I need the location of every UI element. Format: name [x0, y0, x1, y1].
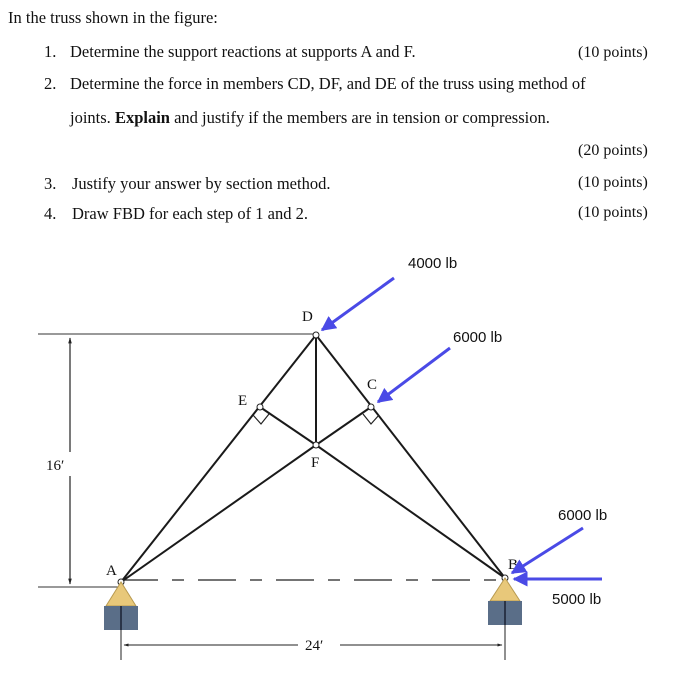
question-1-text: Determine the support reactions at supports A and F. [70, 42, 416, 61]
question-1-number: 1. [44, 42, 57, 61]
question-4-number: 4. [44, 204, 57, 223]
support-A [104, 582, 138, 630]
question-3-points: (10 points) [578, 174, 648, 191]
node-label-C: C [367, 377, 378, 393]
span-dimension-label: 24′ [305, 638, 324, 654]
joint-C [368, 404, 374, 410]
joint-F [313, 442, 319, 448]
support-A-triangle [106, 582, 136, 606]
load-arrow-D [322, 278, 394, 330]
question-2-points: (20 points) [578, 142, 648, 159]
right-angle-marker-C [363, 414, 379, 424]
member-AF [121, 445, 316, 582]
question-2-explain: Explain [114, 108, 170, 127]
question-2-number: 2. [44, 74, 57, 93]
question-2-text: Determine the force in members CD, DF, and DE of the truss using method of [70, 74, 586, 93]
intro-text: In the truss shown in the figure: [8, 8, 218, 27]
node-label-B: B [508, 557, 519, 573]
member-EF [260, 407, 316, 445]
member-AD [121, 335, 316, 582]
joint-E [257, 404, 263, 410]
question-4-points: (10 points) [578, 204, 648, 221]
node-label-F: F [311, 455, 320, 471]
question-2-joints: joints. [70, 108, 115, 127]
question-2-justify: and justify if the members are in tension or compression. [169, 108, 550, 127]
node-label-E: E [238, 393, 248, 409]
joint-D [313, 332, 319, 338]
height-dimension-label: 16′ [46, 458, 65, 474]
member-DB [316, 335, 505, 578]
load-label-B-horizontal: 5000 lb [552, 591, 602, 608]
support-B-triangle [490, 578, 520, 601]
load-arrows [322, 278, 602, 579]
load-arrow-B-inclined [512, 528, 583, 573]
node-label-D: D [302, 309, 313, 325]
load-label-C: 6000 lb [453, 329, 503, 346]
question-1-points: (10 points) [578, 44, 648, 61]
question-3-text: Justify your answer by section method. [72, 174, 331, 193]
support-B [488, 578, 522, 625]
member-FB [316, 445, 505, 578]
load-label-B-inclined: 6000 lb [558, 507, 608, 524]
question-3-number: 3. [44, 174, 57, 193]
member-FC [316, 407, 371, 445]
node-label-A: A [106, 563, 117, 579]
load-label-D: 4000 lb [408, 255, 458, 272]
right-angle-marker-E [253, 414, 269, 424]
load-arrow-C [378, 348, 450, 402]
question-4-text: Draw FBD for each step of 1 and 2. [72, 204, 308, 223]
